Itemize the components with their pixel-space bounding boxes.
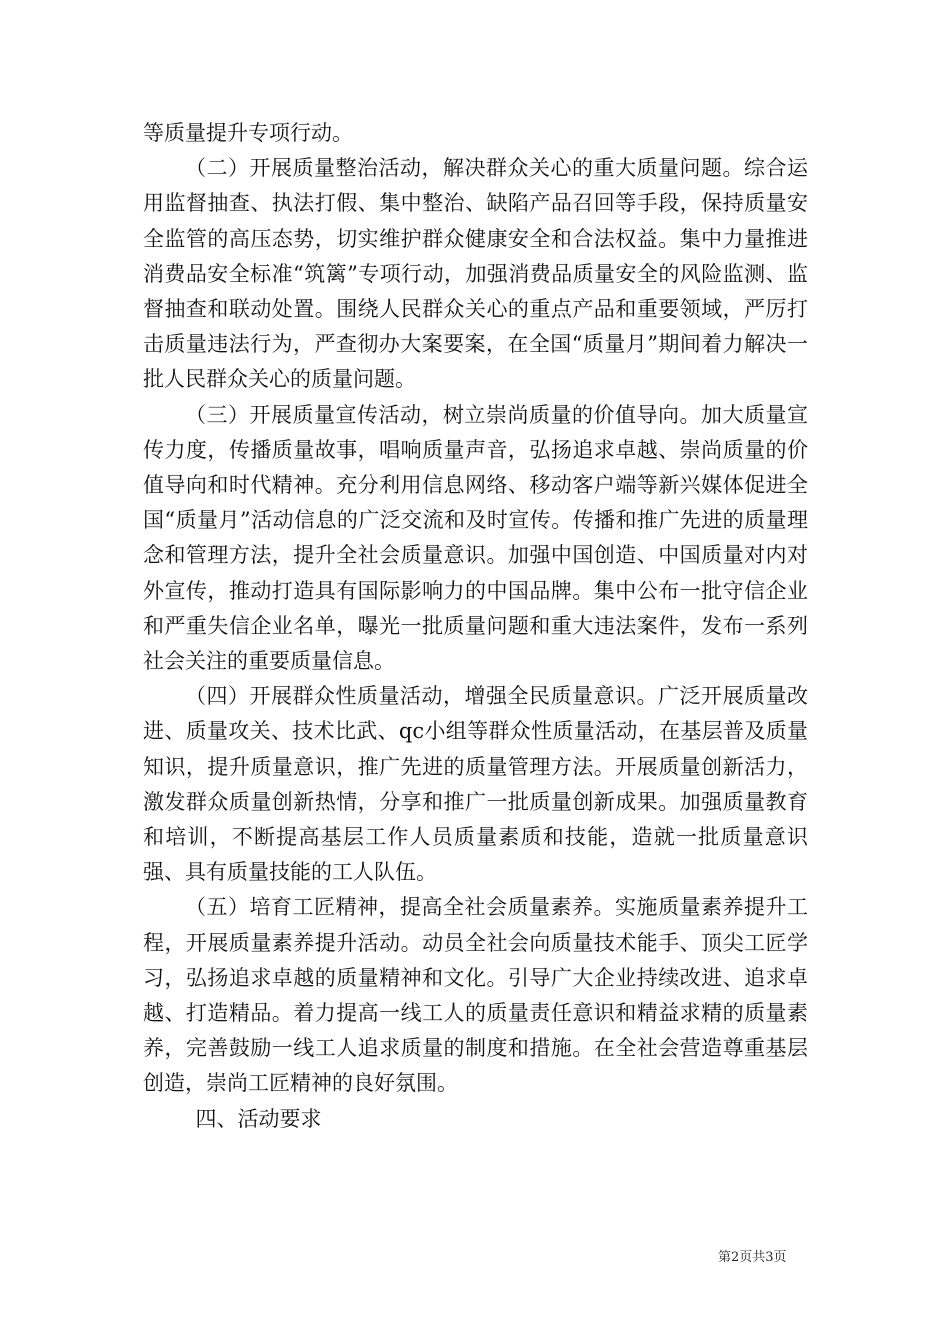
- paragraph-continuation: 等质量提升专项行动。: [143, 121, 353, 145]
- paragraph-item-2: （二）开展质量整治活动，解决群众关心的重大质量问题。综合运用监督抽查、执法打假、集中整治、缺陷产品召回等手段，保持质量安全监管的高压态势，切实维护群众健康安全和合法权益。集中力量推进消费品安全标准“筑篱”专项行动，加强消费品质量安全的风险监测、监督抽查和联动处置。围绕人民群众关心的重点产品和重要领域，严厉打击质量违法行为，严查彻办大案要案，在全国“质量月”期间着力解决一批人民群众关心的质量问题。: [143, 156, 808, 392]
- page-number: 第2页共3页: [718, 1250, 787, 1265]
- paragraph-item-4: （四）开展群众性质量活动，增强全民质量意识。广泛开展质量改进、质量攻关、技术比武、qc小组等群众性质量活动，在基层普及质量知识，提升质量意识，推广先进的质量管理方法。开展质量创新活力，激发群众质量创新热情，分享和推广一批质量创新成果。加强质量教育和培训，不断提高基层工作人员质量素质和技能，造就一批质量意识强、具有质量技能的工人队伍。: [143, 684, 808, 885]
- paragraph-item-5: （五）培育工匠精神，提高全社会质量素养。实施质量素养提升工程，开展质量素养提升活动。动员全社会向质量技术能手、顶尖工匠学习，弘扬追求卓越的质量精神和文化。引导广大企业持续改进、追求卓越、打造精品。着力提高一线工人的质量责任意识和精益求精的质量素养，完善鼓励一线工人追求质量的制度和措施。在全社会营造尊重基层创造，崇尚工匠精神的良好氛围。: [143, 895, 808, 1096]
- document-body: [143, 116, 808, 1137]
- paragraph-item-3: （三）开展质量宣传活动，树立崇尚质量的价值导向。加大质量宣传力度，传播质量故事，唱响质量声音，弘扬追求卓越、崇尚质量的价值导向和时代精神。充分利用信息网络、移动客户端等新兴媒体促进全国“质量月”活动信息的广泛交流和及时宣传。传播和推广先进的质量理念和管理方法，提升全社会质量意识。加强中国创造、中国质量对内对外宣传，推动打造具有国际影响力的中国品牌。集中公布一批守信企业和严重失信企业名单，曝光一批质量问题和重大违法案件，发布一系列社会关注的重要质量信息。: [143, 402, 808, 674]
- section-heading: 四、活动要求: [195, 1106, 322, 1131]
